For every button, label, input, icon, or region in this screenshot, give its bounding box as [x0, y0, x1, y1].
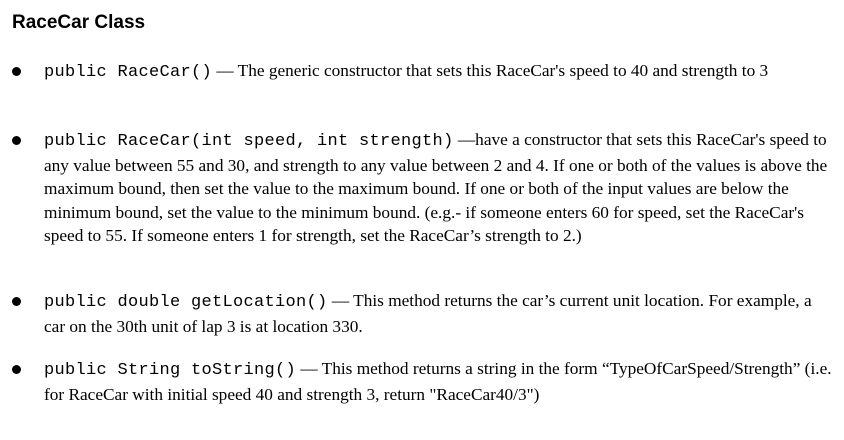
bullet-icon	[12, 67, 21, 76]
method-signature: public String toString()	[44, 361, 297, 380]
method-signature: public RaceCar()	[44, 63, 213, 82]
item-text	[44, 289, 834, 338]
bullet-icon	[12, 136, 21, 145]
method-description: —have a constructor that sets this RaceCar's speed to any value between 55 and 30, and strength to any value between 2 and 4. If one or both of the values is above the maximum bound, then set the value to the maximum bound. If one or both of the input values are below the minimum bound, set the value to the minimum bound. (e.g.- if someone enters 60 for speed, set the RaceCar's speed to 55. If someone enters 1 for strength, set the RaceCar’s strength to 2.)	[44, 130, 828, 245]
item-text	[44, 59, 834, 85]
method-signature: public double getLocation()	[44, 293, 328, 312]
bullet-icon	[12, 365, 21, 374]
section-title: RaceCar Class	[12, 12, 146, 33]
method-signature: public RaceCar(int speed, int strength)	[44, 132, 454, 151]
method-description: — The generic constructor that sets this RaceCar's speed to 40 and strength to 3	[212, 61, 769, 80]
bullet-icon	[12, 297, 21, 306]
item-text	[44, 357, 834, 406]
method-description: — This method returns the car’s current unit location. For example, a car on the 30th unit of lap 3 is at location 330.	[44, 291, 812, 336]
method-description: — This method returns a string in the form “TypeOfCarSpeed/Strength” (i.e. for RaceCar with initial speed 40 and strength 3, return "RaceCar40/3")	[44, 359, 832, 404]
item-text	[44, 128, 834, 248]
